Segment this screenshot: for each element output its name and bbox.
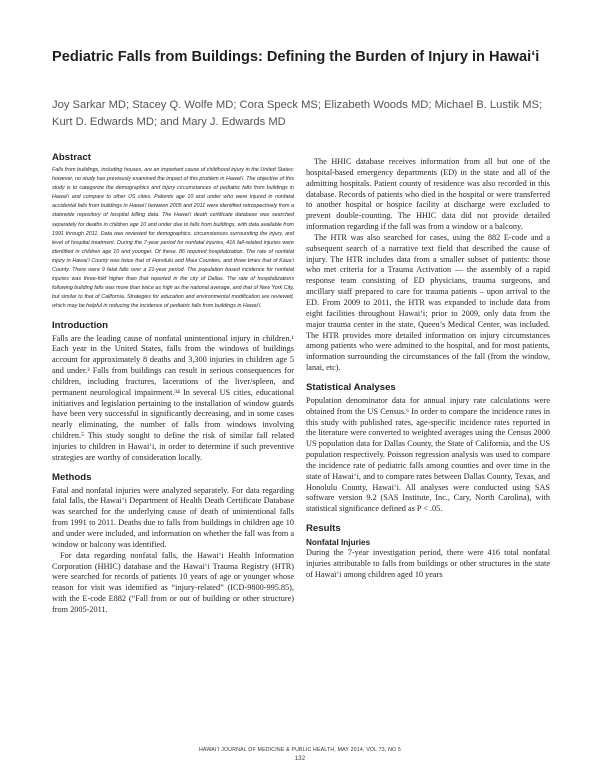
results-paragraph: During the 7-year investigation period, there were 416 total nonfatal injuries attributable to falls from buildings or other structures in the state of Hawai‘i among children aged 10 years xyxy=(306,548,550,579)
introduction-paragraph: Falls are the leading cause of nonfatal unintentional injury in children.¹ Each year in the United States, falls from the windows of buildings account for approximately 8 deaths and 3,300 injuries in children age 5 and under.² Falls from buildings can result in serious consequences for children, including fractures, lacerations of the liver/spleen, and permanent neurological impairment.³⁴ In several US cities, educational initiatives and legislation pertaining to the installation of window guards have been very successful in significantly decreasing, and in some cases nearly eliminating, the number of falls from windows involving children.⁵ This study sought to define the risk of similar fall related injuries to children in Hawai‘i, in order to determine if such preventive strategies are worthy of consideration locally. xyxy=(52,333,294,462)
methods-paragraph-2: For data regarding nonfatal falls, the Hawai‘i Health Information Corporation (HHIC) database and the Hawai‘i Trauma Registry (HTR) were searched for records of patients 10 years of age or younger whose reason for visit was identified as “injury-related” (ICD-9800-995.85), with the E-code E882 (“Fall from or out of building or other structure) from 2005-2011. xyxy=(52,550,294,614)
article-title: Pediatric Falls from Buildings: Defining the Burden of Injury in Hawai‘i xyxy=(52,49,540,65)
right-column xyxy=(306,157,550,581)
statistical-analyses-paragraph: Population denominator data for annual injury rate calculations were obtained from the US Census.⁶ In order to compare the incidence rates in this study with published rates, age-specific incidence rates reported in the literature were converted to weighted averages using the Census 2000 US population data for Dallas County, the State of California, and the US population respectively. Poisson regression analysis was used to compare the incidence rate of pediatric falls among counties and over time in the state of Hawai‘i, and to compare rates between Dallas County, Texas, and Honolulu County, Hawai‘i. All analyses were conducted using SAS software version 9.2 (SAS Institute, Inc., Cary, North Carolina), with statistical significance defined as P < .05. xyxy=(306,395,550,514)
introduction-heading: Introduction xyxy=(52,319,108,331)
nonfatal-injuries-subheading: Nonfatal Injuries xyxy=(306,538,371,548)
methods-paragraph-1: Fatal and nonfatal injuries were analyzed separately. For data regarding fatal falls, the Hawai‘i Department of Health Death Certificate Database was searched for the underlying cause of death of unintentional falls from 1991 to 2011. Deaths due to falls from buildings in children age 10 and under were included, and information on whether the fall was from a window or balcony was identified. xyxy=(52,485,294,549)
author-list: Joy Sarkar MD; Stacey Q. Wolfe MD; Cora Speck MS; Elizabeth Woods MD; Michael B. Lustik MS; Kurt D. Edwards MD; and Mary J. Edwards MD xyxy=(52,99,543,128)
abstract-heading: Abstract xyxy=(52,152,91,163)
results-heading: Results xyxy=(306,523,341,535)
abstract-text: Falls from buildings, including houses, are an important cause of childhood injury in the United States; however, no study has previously examined the impact of this problem in Hawai‘i. The objective of this study is to categorize the demographics and injury circumstances of pediatric falls from buildings in Hawai‘i and compare to other US cities. Patients age 10 and under who were injured in nonfatal accidental falls from buildings in Hawai‘i between 2005 and 2011 were identified retrospectively from a statewide repository of hospital billing data. The Hawai‘i death certificate database was searched separately for deaths in children age 10 and under due to falls from buildings, with data available from 1991 through 2011. Data was reviewed for demographics, circumstances surrounding the injury, and level of hospital treatment. During the 7-year period for nonfatal injuries, 416 fall-related injuries were identified in children age 10 and younger. Of these, 86 required hospitalization. The rate of nonfatal injury in Hawai‘i County was twice that of Honolulu and Maui Counties, and three times that of Kaua‘i County. There were 9 fatal falls over a 21-year period. The population based incidence for nonfatal injuries was three-fold higher than that reported in the city of Dallas. The rate of hospitalizations following building falls was more than twice as high as the national average, and that of New York City, but similar to that of California. Strategies for education and environmental modification are reviewed, which may be helpful in reducing the incidence of pediatric falls from buildings in Hawai‘i. xyxy=(52,167,294,310)
methods-heading: Methods xyxy=(52,471,92,483)
left-column xyxy=(52,152,294,616)
methods-paragraph-4: The HTR was also searched for cases, using the 882 E-code and a subsequent search of a narrative text field that described the cause of injury. The HTR includes data from a smaller subset of patients: those who met criteria for a Trauma Activation — the assembly of a rapid response team consisting of ED physicians, trauma surgeons, and ancillary staff prepared to care for trauma patients – upon arrival to the ED. From 2009 to 2011, the HTR was expanded to include data from eight facilities throughout Hawai‘i; prior to 2009, only data from the major trauma center in the state, Queen’s Medical Center, was included. The HTR provides more detailed information on injury circumstances among patients who were admitted to the hospital, and for most patients, information surrounding the circumstances of the fall (from the window, lanai, etc). xyxy=(306,232,550,373)
page-number: 132 xyxy=(294,756,306,762)
journal-footer: HAWAI‘I JOURNAL OF MEDICINE & PUBLIC HEALTH, MAY 2014, VOL 73, NO 5 xyxy=(198,747,402,753)
statistical-analyses-heading: Statistical Analyses xyxy=(306,381,396,393)
methods-paragraph-3: The HHIC database receives information from all but one of the hospital-based emergency departments (ED) in the state and all of the admitting hospitals. Patient county of residence was also recorded in this database. Records of patients who died in the hospital or were transferred to another hospital or hospice facility at discharge were excluded to prevent double-counting. The HHIC data did not provide detailed information regarding if the fall was from a window or a balcony. xyxy=(306,157,550,232)
